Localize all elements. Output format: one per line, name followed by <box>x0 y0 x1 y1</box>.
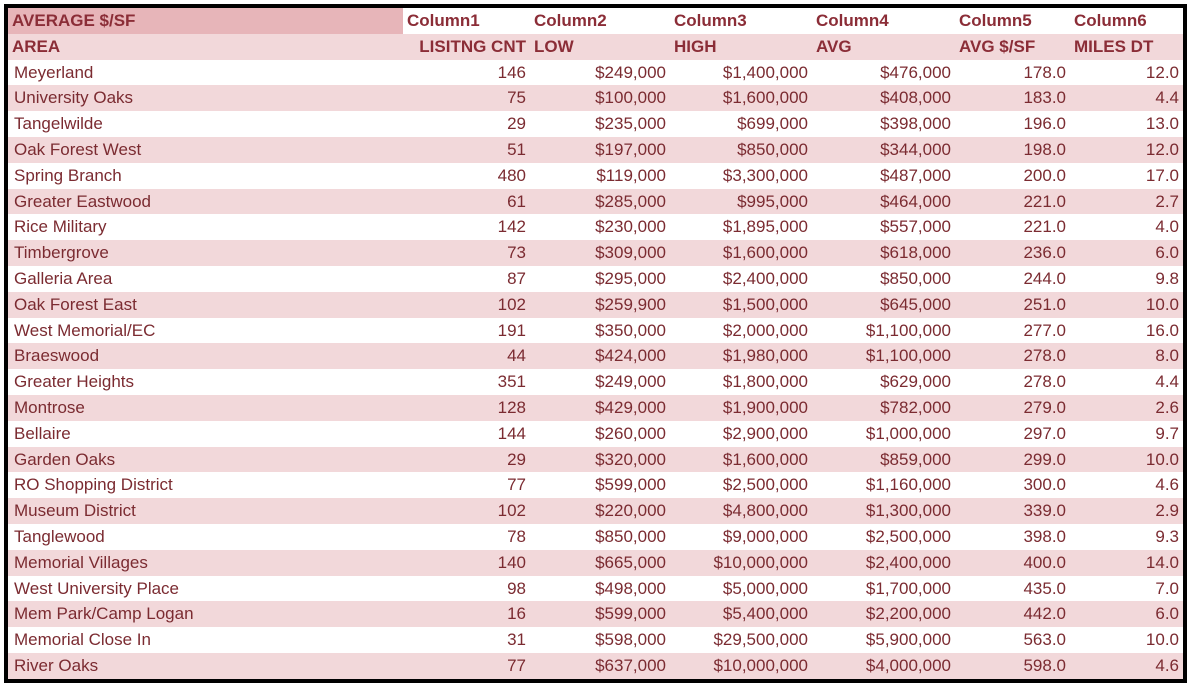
area-cell[interactable]: Oak Forest West <box>8 137 403 163</box>
high-cell[interactable]: $1,600,000 <box>670 240 812 266</box>
low-cell[interactable]: $100,000 <box>530 85 670 111</box>
spreadsheet-frame <box>4 4 1187 683</box>
miles-dt-cell[interactable]: 4.6 <box>1070 472 1183 498</box>
area-cell[interactable]: Greater Eastwood <box>8 189 403 215</box>
low-cell[interactable]: $599,000 <box>530 601 670 627</box>
table-row <box>8 343 1183 369</box>
high-cell[interactable]: $9,000,000 <box>670 524 812 550</box>
high-cell[interactable]: $1,980,000 <box>670 343 812 369</box>
miles-dt-cell[interactable]: 4.4 <box>1070 369 1183 395</box>
table-row <box>8 395 1183 421</box>
high-cell[interactable]: $2,900,000 <box>670 421 812 447</box>
listing-count-cell[interactable]: 146 <box>403 60 530 86</box>
high-cell[interactable]: $2,500,000 <box>670 472 812 498</box>
listing-count-cell[interactable]: 191 <box>403 318 530 344</box>
listing-count-cell[interactable]: 73 <box>403 240 530 266</box>
avg-header[interactable]: AVG <box>812 34 955 60</box>
high-cell[interactable]: $4,800,000 <box>670 498 812 524</box>
low-cell[interactable]: $309,000 <box>530 240 670 266</box>
low-cell[interactable]: $220,000 <box>530 498 670 524</box>
avg-per-sf-cell[interactable]: 221.0 <box>955 214 1070 240</box>
high-cell[interactable]: $995,000 <box>670 189 812 215</box>
table-title-cell[interactable]: AVERAGE $/SF <box>8 8 403 34</box>
column3-header[interactable]: Column3 <box>670 8 812 34</box>
low-cell[interactable]: $197,000 <box>530 137 670 163</box>
avg-per-sf-cell[interactable]: 278.0 <box>955 343 1070 369</box>
avg-cell[interactable]: $557,000 <box>812 214 955 240</box>
miles-dt-cell[interactable]: 8.0 <box>1070 343 1183 369</box>
listing-count-cell[interactable]: 98 <box>403 576 530 602</box>
area-cell[interactable]: Meyerland <box>8 60 403 86</box>
listing-count-cell[interactable]: 29 <box>403 447 530 473</box>
avg-cell[interactable]: $859,000 <box>812 447 955 473</box>
avg-per-sf-header[interactable]: AVG $/SF <box>955 34 1070 60</box>
avg-cell[interactable]: $618,000 <box>812 240 955 266</box>
avg-cell[interactable]: $1,700,000 <box>812 576 955 602</box>
header-row-columns <box>8 8 1183 34</box>
miles-dt-header[interactable]: MILES DT <box>1070 34 1183 60</box>
low-cell[interactable]: $235,000 <box>530 111 670 137</box>
avg-per-sf-cell[interactable]: 398.0 <box>955 524 1070 550</box>
listing-count-cell[interactable]: 78 <box>403 524 530 550</box>
table-row <box>8 240 1183 266</box>
area-cell[interactable]: Museum District <box>8 498 403 524</box>
avg-per-sf-cell[interactable]: 178.0 <box>955 60 1070 86</box>
area-cell[interactable]: Timbergrove <box>8 240 403 266</box>
listing-count-cell[interactable]: 140 <box>403 550 530 576</box>
area-header[interactable]: AREA <box>8 34 403 60</box>
avg-per-sf-cell[interactable]: 200.0 <box>955 163 1070 189</box>
low-cell[interactable]: $260,000 <box>530 421 670 447</box>
high-cell[interactable]: $5,400,000 <box>670 601 812 627</box>
low-cell[interactable]: $249,000 <box>530 369 670 395</box>
avg-per-sf-cell[interactable]: 598.0 <box>955 653 1070 679</box>
low-cell[interactable]: $850,000 <box>530 524 670 550</box>
table-row <box>8 653 1183 679</box>
area-cell[interactable]: Spring Branch <box>8 163 403 189</box>
low-cell[interactable]: $599,000 <box>530 472 670 498</box>
low-cell[interactable]: $424,000 <box>530 343 670 369</box>
avg-cell[interactable]: $2,400,000 <box>812 550 955 576</box>
low-cell[interactable]: $350,000 <box>530 318 670 344</box>
high-cell[interactable]: $699,000 <box>670 111 812 137</box>
listing-count-cell[interactable]: 77 <box>403 653 530 679</box>
area-cell[interactable]: Montrose <box>8 395 403 421</box>
miles-dt-cell[interactable]: 12.0 <box>1070 137 1183 163</box>
low-cell[interactable]: $665,000 <box>530 550 670 576</box>
listing-count-cell[interactable]: 44 <box>403 343 530 369</box>
table-body <box>8 60 1183 679</box>
area-cell[interactable]: Garden Oaks <box>8 447 403 473</box>
avg-cell[interactable]: $1,100,000 <box>812 343 955 369</box>
column6-header[interactable]: Column6 <box>1070 8 1183 34</box>
area-cell[interactable]: West University Place <box>8 576 403 602</box>
listing-count-header[interactable]: LISITNG CNT <box>403 34 530 60</box>
avg-per-sf-cell[interactable]: 279.0 <box>955 395 1070 421</box>
avg-per-sf-cell[interactable]: 400.0 <box>955 550 1070 576</box>
table-row <box>8 266 1183 292</box>
avg-cell[interactable]: $629,000 <box>812 369 955 395</box>
listing-count-cell[interactable]: 142 <box>403 214 530 240</box>
miles-dt-cell[interactable]: 4.4 <box>1070 85 1183 111</box>
avg-cell[interactable]: $4,000,000 <box>812 653 955 679</box>
high-cell[interactable]: $5,000,000 <box>670 576 812 602</box>
avg-per-sf-cell[interactable]: 278.0 <box>955 369 1070 395</box>
table-row <box>8 627 1183 653</box>
table-row <box>8 447 1183 473</box>
miles-dt-cell[interactable]: 6.0 <box>1070 601 1183 627</box>
high-cell[interactable]: $1,400,000 <box>670 60 812 86</box>
miles-dt-cell[interactable]: 9.8 <box>1070 266 1183 292</box>
area-cell[interactable]: Braeswood <box>8 343 403 369</box>
table-row <box>8 163 1183 189</box>
avg-cell[interactable]: $408,000 <box>812 85 955 111</box>
area-cell[interactable]: Tanglewood <box>8 524 403 550</box>
miles-dt-cell[interactable]: 12.0 <box>1070 60 1183 86</box>
area-cell[interactable]: RO Shopping District <box>8 472 403 498</box>
avg-per-sf-cell[interactable]: 196.0 <box>955 111 1070 137</box>
avg-per-sf-cell[interactable]: 244.0 <box>955 266 1070 292</box>
listing-count-cell[interactable]: 61 <box>403 189 530 215</box>
high-cell[interactable]: $1,500,000 <box>670 292 812 318</box>
table-row <box>8 137 1183 163</box>
avg-cell[interactable]: $2,500,000 <box>812 524 955 550</box>
low-cell[interactable]: $285,000 <box>530 189 670 215</box>
avg-cell[interactable]: $645,000 <box>812 292 955 318</box>
avg-cell[interactable]: $1,100,000 <box>812 318 955 344</box>
avg-per-sf-cell[interactable]: 339.0 <box>955 498 1070 524</box>
listing-count-cell[interactable]: 102 <box>403 292 530 318</box>
high-cell[interactable]: $850,000 <box>670 137 812 163</box>
high-cell[interactable]: $1,900,000 <box>670 395 812 421</box>
area-cell[interactable]: Mem Park/Camp Logan <box>8 601 403 627</box>
table-row <box>8 85 1183 111</box>
low-cell[interactable]: $119,000 <box>530 163 670 189</box>
table-row <box>8 524 1183 550</box>
avg-per-sf-cell[interactable]: 299.0 <box>955 447 1070 473</box>
area-cell[interactable]: Greater Heights <box>8 369 403 395</box>
table-row <box>8 189 1183 215</box>
avg-per-sf-cell[interactable]: 221.0 <box>955 189 1070 215</box>
high-cell[interactable]: $1,600,000 <box>670 85 812 111</box>
avg-per-sf-cell[interactable]: 563.0 <box>955 627 1070 653</box>
listing-count-cell[interactable]: 144 <box>403 421 530 447</box>
miles-dt-cell[interactable]: 17.0 <box>1070 163 1183 189</box>
average-price-table <box>8 8 1183 679</box>
high-cell[interactable]: $1,800,000 <box>670 369 812 395</box>
avg-cell[interactable]: $1,300,000 <box>812 498 955 524</box>
miles-dt-cell[interactable]: 6.0 <box>1070 240 1183 266</box>
header-row-fields <box>8 34 1183 60</box>
area-cell[interactable]: River Oaks <box>8 653 403 679</box>
high-cell[interactable]: $10,000,000 <box>670 550 812 576</box>
high-cell[interactable]: $10,000,000 <box>670 653 812 679</box>
avg-cell[interactable]: $1,160,000 <box>812 472 955 498</box>
table-row <box>8 369 1183 395</box>
avg-per-sf-cell[interactable]: 442.0 <box>955 601 1070 627</box>
table-row <box>8 318 1183 344</box>
listing-count-cell[interactable]: 29 <box>403 111 530 137</box>
miles-dt-cell[interactable]: 4.0 <box>1070 214 1183 240</box>
avg-cell[interactable]: $464,000 <box>812 189 955 215</box>
miles-dt-cell[interactable]: 7.0 <box>1070 576 1183 602</box>
miles-dt-cell[interactable]: 2.9 <box>1070 498 1183 524</box>
table-row <box>8 498 1183 524</box>
miles-dt-cell[interactable]: 10.0 <box>1070 447 1183 473</box>
avg-per-sf-cell[interactable]: 297.0 <box>955 421 1070 447</box>
avg-per-sf-cell[interactable]: 198.0 <box>955 137 1070 163</box>
listing-count-cell[interactable]: 51 <box>403 137 530 163</box>
avg-per-sf-cell[interactable]: 183.0 <box>955 85 1070 111</box>
low-cell[interactable]: $598,000 <box>530 627 670 653</box>
table-row <box>8 550 1183 576</box>
avg-cell[interactable]: $344,000 <box>812 137 955 163</box>
high-cell[interactable]: $1,895,000 <box>670 214 812 240</box>
low-cell[interactable]: $320,000 <box>530 447 670 473</box>
high-cell[interactable]: $29,500,000 <box>670 627 812 653</box>
low-cell[interactable]: $249,000 <box>530 60 670 86</box>
miles-dt-cell[interactable]: 10.0 <box>1070 292 1183 318</box>
column5-header[interactable]: Column5 <box>955 8 1070 34</box>
high-cell[interactable]: $3,300,000 <box>670 163 812 189</box>
listing-count-cell[interactable]: 128 <box>403 395 530 421</box>
listing-count-cell[interactable]: 77 <box>403 472 530 498</box>
table-row <box>8 472 1183 498</box>
avg-cell[interactable]: $850,000 <box>812 266 955 292</box>
high-cell[interactable]: $2,400,000 <box>670 266 812 292</box>
listing-count-cell[interactable]: 16 <box>403 601 530 627</box>
low-cell[interactable]: $637,000 <box>530 653 670 679</box>
low-header[interactable]: LOW <box>530 34 670 60</box>
miles-dt-cell[interactable]: 10.0 <box>1070 627 1183 653</box>
listing-count-cell[interactable]: 351 <box>403 369 530 395</box>
area-cell[interactable]: Oak Forest East <box>8 292 403 318</box>
avg-cell[interactable]: $782,000 <box>812 395 955 421</box>
avg-per-sf-cell[interactable]: 251.0 <box>955 292 1070 318</box>
table-row <box>8 421 1183 447</box>
area-cell[interactable]: West Memorial/EC <box>8 318 403 344</box>
miles-dt-cell[interactable]: 9.7 <box>1070 421 1183 447</box>
table-row <box>8 601 1183 627</box>
low-cell[interactable]: $259,900 <box>530 292 670 318</box>
table-row <box>8 60 1183 86</box>
miles-dt-cell[interactable]: 16.0 <box>1070 318 1183 344</box>
avg-cell[interactable]: $5,900,000 <box>812 627 955 653</box>
table-row <box>8 111 1183 137</box>
area-cell[interactable]: Memorial Close In <box>8 627 403 653</box>
avg-cell[interactable]: $2,200,000 <box>812 601 955 627</box>
table-row <box>8 576 1183 602</box>
avg-cell[interactable]: $1,000,000 <box>812 421 955 447</box>
miles-dt-cell[interactable]: 9.3 <box>1070 524 1183 550</box>
avg-cell[interactable]: $398,000 <box>812 111 955 137</box>
avg-per-sf-cell[interactable]: 236.0 <box>955 240 1070 266</box>
miles-dt-cell[interactable]: 4.6 <box>1070 653 1183 679</box>
area-cell[interactable]: Rice Military <box>8 214 403 240</box>
avg-cell[interactable]: $476,000 <box>812 60 955 86</box>
area-cell[interactable]: Galleria Area <box>8 266 403 292</box>
miles-dt-cell[interactable]: 2.6 <box>1070 395 1183 421</box>
low-cell[interactable]: $230,000 <box>530 214 670 240</box>
column4-header[interactable]: Column4 <box>812 8 955 34</box>
avg-cell[interactable]: $487,000 <box>812 163 955 189</box>
listing-count-cell[interactable]: 102 <box>403 498 530 524</box>
listing-count-cell[interactable]: 87 <box>403 266 530 292</box>
area-cell[interactable]: University Oaks <box>8 85 403 111</box>
column2-header[interactable]: Column2 <box>530 8 670 34</box>
area-cell[interactable]: Memorial Villages <box>8 550 403 576</box>
high-header[interactable]: HIGH <box>670 34 812 60</box>
avg-per-sf-cell[interactable]: 435.0 <box>955 576 1070 602</box>
table-row <box>8 292 1183 318</box>
low-cell[interactable]: $498,000 <box>530 576 670 602</box>
miles-dt-cell[interactable]: 2.7 <box>1070 189 1183 215</box>
avg-per-sf-cell[interactable]: 300.0 <box>955 472 1070 498</box>
listing-count-cell[interactable]: 75 <box>403 85 530 111</box>
miles-dt-cell[interactable]: 13.0 <box>1070 111 1183 137</box>
low-cell[interactable]: $429,000 <box>530 395 670 421</box>
high-cell[interactable]: $1,600,000 <box>670 447 812 473</box>
column1-header[interactable]: Column1 <box>403 8 530 34</box>
table-row <box>8 214 1183 240</box>
avg-per-sf-cell[interactable]: 277.0 <box>955 318 1070 344</box>
miles-dt-cell[interactable]: 14.0 <box>1070 550 1183 576</box>
high-cell[interactable]: $2,000,000 <box>670 318 812 344</box>
listing-count-cell[interactable]: 480 <box>403 163 530 189</box>
listing-count-cell[interactable]: 31 <box>403 627 530 653</box>
area-cell[interactable]: Tangelwilde <box>8 111 403 137</box>
area-cell[interactable]: Bellaire <box>8 421 403 447</box>
low-cell[interactable]: $295,000 <box>530 266 670 292</box>
